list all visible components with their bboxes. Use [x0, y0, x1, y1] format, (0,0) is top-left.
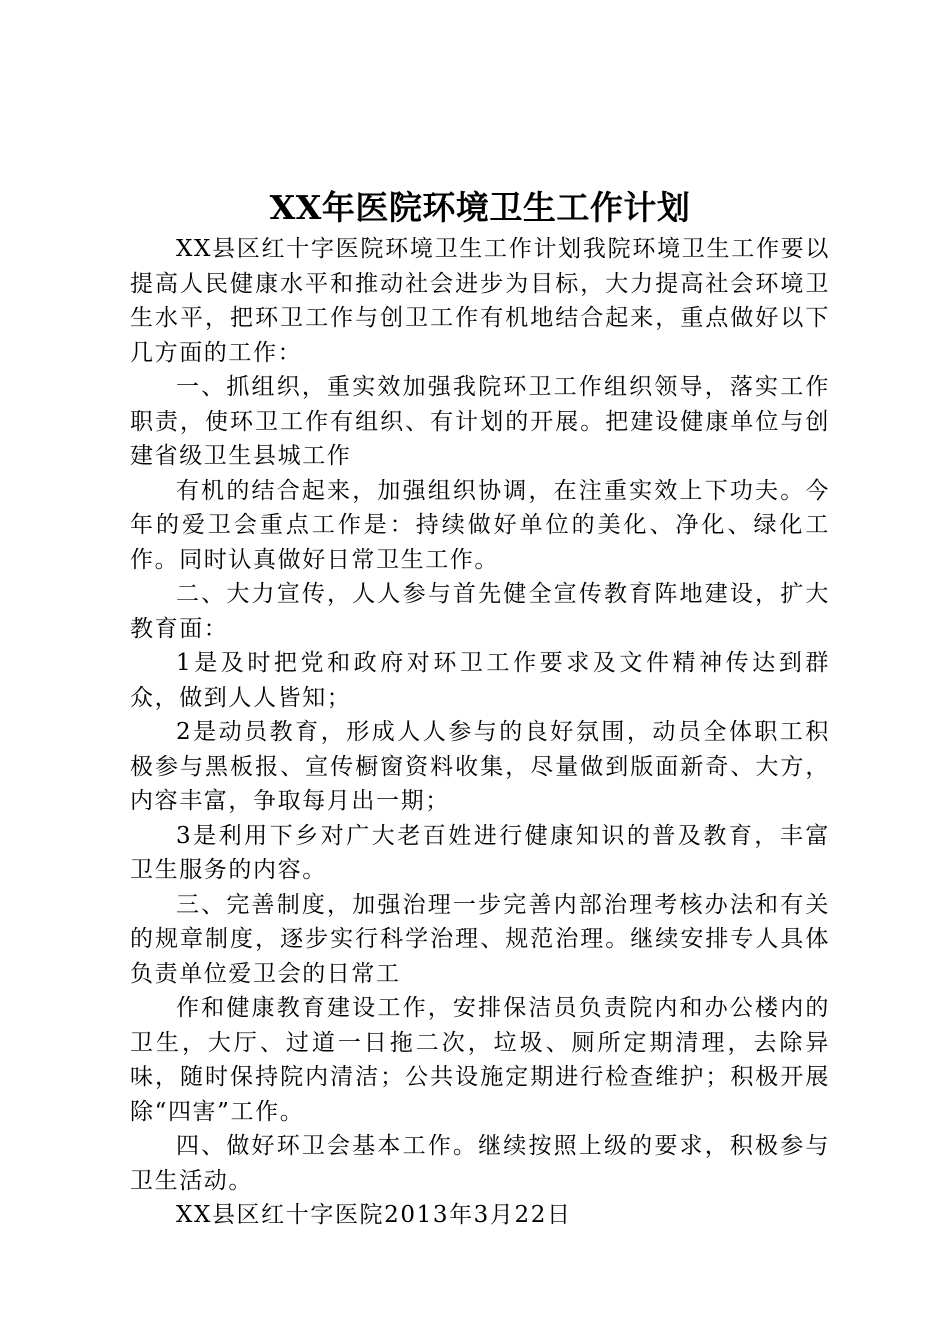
paragraph-item-1: 1是及时把党和政府对环卫工作要求及文件精神传达到群众，做到人人皆知；: [130, 650, 830, 711]
document-body: [130, 232, 830, 1233]
paragraph-section-2: 二、大力宣传，人人参与首先健全宣传教育阵地建设，扩大教育面：: [130, 581, 830, 642]
document-title: XX年医院环境卫生工作计划: [269, 188, 691, 227]
paragraph-section-4: 四、做好环卫会基本工作。继续按照上级的要求，积极参与卫生活动。: [130, 1133, 830, 1194]
paragraph-item-2: 2是动员教育，形成人人参与的良好氛围，动员全体职工积极参与黑板报、宣传橱窗资料收集，尽量做到版面新奇、大方，内容丰富，争取每月出一期；: [130, 719, 830, 814]
paragraph-section-3: 三、完善制度，加强治理一步完善内部治理考核办法和有关的规章制度，逐步实行科学治理、规范治理。继续安排专人具体负责单位爱卫会的日常工: [130, 891, 830, 987]
title-block: [130, 186, 830, 230]
paragraph-section-1: 一、抓组织，重实效加强我院环卫工作组织领导，落实工作职责，使环卫工作有组织、有计划的开展。把建设健康单位与创建省级卫生县城工作: [130, 374, 830, 469]
paragraph-item-3: 3是利用下乡对广大老百姓进行健康知识的普及教育，丰富卫生服务的内容。: [130, 822, 830, 883]
paragraph-section-1-cont: 有机的结合起来，加强组织协调，在注重实效上下功夫。今年的爱卫会重点工作是：持续做好单位的美化、净化、绿化工作。同时认真做好日常卫生工作。: [130, 477, 830, 573]
document-page: [130, 186, 830, 1233]
paragraph-intro: XX县区红十字医院环境卫生工作计划我院环境卫生工作要以提高人民健康水平和推动社会进步为目标，大力提高社会环境卫生水平，把环卫工作与创卫工作有机地结合起来，重点做好以下几方面的工作：: [130, 236, 830, 366]
paragraph-section-3-cont: 作和健康教育建设工作，安排保洁员负责院内和办公楼内的卫生，大厅、过道一日拖二次，垃圾、厕所定期清理，去除异味，随时保持院内清洁；公共设施定期进行检查维护；积极开展除“四害”工作。: [130, 995, 830, 1125]
signature-line: XX县区红十字医院2013年3月22日: [176, 1202, 572, 1228]
